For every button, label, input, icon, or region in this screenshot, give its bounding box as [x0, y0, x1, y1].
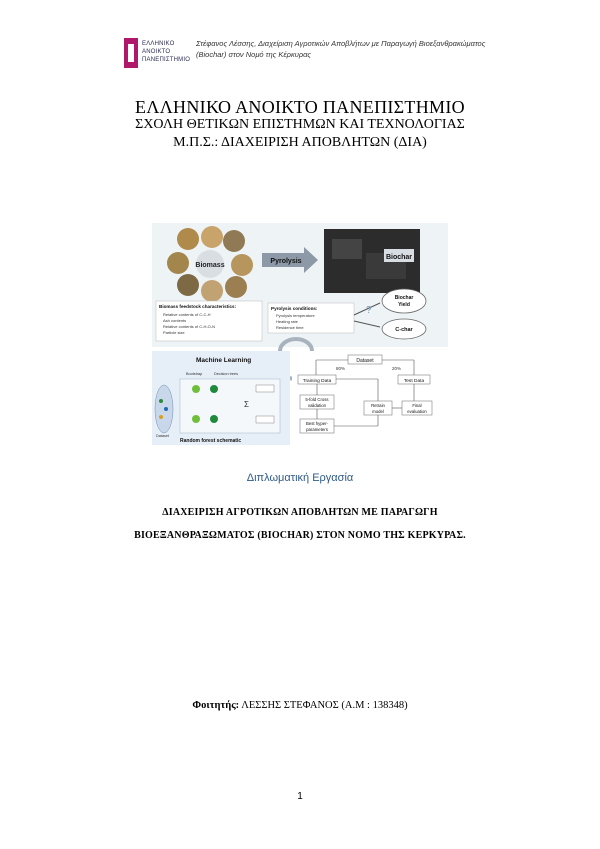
retrain-label-2: model [372, 409, 384, 414]
cover-figure [152, 223, 448, 447]
tree-icon [192, 415, 200, 423]
school-name: ΣΧΟΛΗ ΘΕΤΙΚΩΝ ΕΠΙΣΤΗΜΩΝ ΚΑΙ ΤΕΧΝΟΛΟΓΙΑΣ [135, 117, 465, 132]
feedstock-title: Biomass feedstock characteristics: [159, 304, 237, 309]
university-name: ΕΛΛΗΝΙΚΟ ΑΝΟΙΚΤΟ ΠΑΝΕΠΙΣΤΗΜΙΟ [135, 97, 465, 117]
best-label-1: Best hyper- [306, 421, 328, 426]
pyrolysis-conditions-title: Pyrolysis conditions: [271, 306, 318, 311]
biochar-yield-oval [382, 289, 426, 313]
thesis-title-line1: ΔΙΑΧΕΙΡΙΣΗ ΑΓΡΟΤΙΚΩΝ ΑΠΟΒΛΗΤΩΝ ΜΕ ΠΑΡΑΓΩΓΗ [162, 507, 438, 518]
c-char-label: C-char [395, 327, 413, 333]
biochar-yield-label-2: Yield [398, 302, 410, 308]
logo-mark-icon [124, 38, 138, 68]
biomass-label: Biomass [195, 262, 225, 269]
running-header-line1: Στέφανος Λέσσης, Διαχείριση Αγροτικών Αποβλήτων με Παραγωγή Βιοεξανθρακώματος [196, 39, 486, 48]
best-label-2: parameters [306, 427, 328, 432]
final-label-2: evaluation [407, 409, 427, 414]
dataset-label: Dataset [356, 358, 374, 364]
pyrolysis-label: Pyrolysis [270, 258, 302, 265]
training-data-label: Training Data [302, 379, 332, 384]
logo-text: ΕΛΛΗΝΙΚΟ ΑΝΟΙΚΤΟ ΠΑΝΕΠΙΣΤΗΜΙΟ [142, 41, 191, 63]
biochar-yield-label-1: Biochar [394, 295, 414, 301]
page-number: 1 [297, 791, 303, 802]
university-logo [124, 36, 191, 72]
dataset-small-label: Dataset [156, 434, 170, 438]
thesis-title-line2: ΒΙΟΕΞΑΝΘΡΑΞΩΜΑΤΟΣ (BIOCHAR) ΣΤΟΝ ΝΟΜΟ ΤΗΣ ΚΕΡΚΥΡΑΣ. [134, 530, 466, 541]
question-mark-icon: ? [366, 305, 372, 316]
tree-icon [210, 415, 218, 423]
student-label: Φοιτητής: [192, 700, 240, 711]
biochar-label: Biochar [385, 254, 413, 261]
retrain-label-1: Retrain [371, 403, 385, 408]
program-name: Μ.Π.Σ.: ΔΙΑΧΕΙΡΙΣΗ ΑΠΟΒΛΗΤΩΝ (ΔΙΑ) [173, 135, 427, 150]
running-header [196, 38, 496, 60]
feedstock-item-4: Particle size [163, 330, 185, 335]
document-type: Διπλωματική Εργασία [246, 472, 354, 484]
pct-20-label: 20% [392, 366, 402, 371]
feedstock-item-2: Ash contents [163, 318, 187, 323]
random-forest-label: Random forest schematic [180, 438, 242, 444]
feedstock-item-3: Relative contents of C-H-O-N [163, 324, 216, 329]
student-line [0, 700, 600, 711]
student-value: ΛΕΣΣΗΣ ΣΤΕΦΑΝΟΣ (Α.Μ : 138348) [241, 700, 408, 711]
running-header-line2: (Biochar) στον Νομό της Κέρκυρας [196, 50, 312, 59]
feedstock-item-1: Relative contents of C-C-H [163, 312, 211, 317]
sum-symbol: Σ [244, 400, 249, 409]
pyrolysis-condition-2: Heating rate [276, 319, 298, 324]
tree-icon [210, 385, 218, 393]
pct-80-label: 80% [336, 366, 346, 371]
cv-label-2: validation [307, 403, 327, 408]
cover-figure-graphic [152, 223, 448, 447]
pyrolysis-condition-1: Pyrolysis temperature [276, 313, 315, 318]
machine-learning-label: Machine Learning [196, 357, 252, 364]
pyrolysis-condition-3: Residence time [276, 325, 304, 330]
cv-label-1: 5-fold Cross [305, 397, 329, 402]
decision-trees-label: Decision trees [214, 372, 239, 376]
bootstrap-label: Bootstrap [186, 372, 203, 376]
test-data-label: Test Data [403, 379, 425, 384]
tree-icon [192, 385, 200, 393]
final-label-1: Final [412, 403, 422, 408]
